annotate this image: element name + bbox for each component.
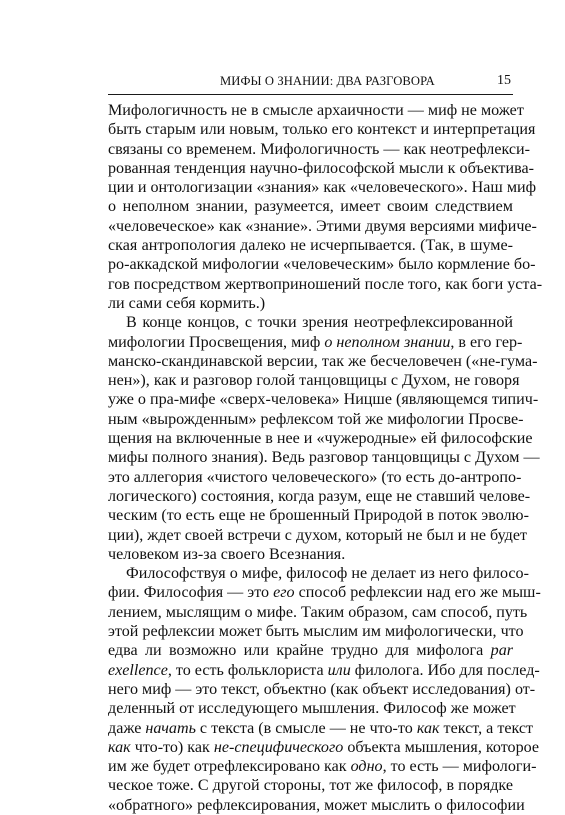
- text-run: ро-аккадской мифологии «человеческим» было кормление бо-: [108, 256, 536, 274]
- italic-text: как: [108, 738, 131, 756]
- text-line: [108, 526, 528, 545]
- text-line: [108, 641, 513, 660]
- italic-text: не-специфического: [213, 738, 344, 756]
- text-line: [108, 719, 534, 738]
- text-line: [108, 796, 525, 815]
- paragraph: [108, 101, 543, 313]
- italic-text: или: [327, 661, 351, 679]
- text-line: [108, 101, 524, 120]
- text-run: человеком из-за своего Всезнания.: [108, 545, 346, 563]
- text-line: [108, 313, 513, 332]
- text-run: ции и онтологизации «знания» как «человеческого». Наш миф: [108, 179, 537, 197]
- text-run: , то есть фольклориста: [167, 661, 328, 679]
- text-line: [108, 583, 541, 602]
- text-run: связаны со временем. Мифологичность — как неотрефлекси-: [108, 140, 530, 158]
- text-line: [108, 699, 516, 718]
- italic-text: как: [416, 719, 440, 737]
- text-line: [108, 120, 536, 139]
- text-run: деленный от исследующего мышления. Философ же может: [108, 700, 516, 718]
- text-run: , в его гер-: [450, 333, 523, 351]
- text-run: логического) состояния, когда разум, еще не ставший челове-: [108, 487, 531, 505]
- text-run: текст, а текст: [439, 719, 534, 737]
- text-line: [108, 352, 538, 371]
- italic-text: о неполном знании: [324, 333, 451, 351]
- page-number: 15: [497, 73, 511, 88]
- text-line: [108, 487, 531, 506]
- text-run: способ рефлексии над его же мыш-: [294, 584, 541, 602]
- text-line: [108, 140, 530, 159]
- text-run: едва ли возможно или крайне трудно для мифолога: [108, 642, 491, 660]
- text-line: [108, 178, 537, 197]
- text-run: им же будет отрефлексировано как: [108, 758, 351, 776]
- text-run: с текста (в смысле — не что-то: [195, 719, 417, 737]
- text-line: [108, 371, 520, 390]
- running-head: [108, 74, 513, 96]
- text-line: [108, 622, 524, 641]
- text-line: [108, 661, 540, 680]
- text-run: ская антропология далеко не исчерпывается. (Так, в шуме-: [108, 237, 513, 255]
- text-run: мифологии Просвещения, миф: [108, 333, 325, 351]
- body-text: [108, 101, 543, 815]
- text-run: филолога. Ибо для послед-: [350, 661, 540, 679]
- text-line: [108, 197, 513, 216]
- text-run: уже о пра-мифе «сверх-человека» Ницше (являющемся типич-: [108, 391, 539, 409]
- text-run: ции), ждет своей встречи с духом, который не был и не будет: [108, 526, 528, 544]
- text-line: [108, 545, 513, 564]
- text-line: [108, 776, 513, 795]
- text-run: него миф — это текст, объектно (как объект исследования) от-: [108, 680, 536, 698]
- text-run: , то есть — мифологи-: [382, 758, 537, 776]
- text-run: «человеческое» как «знание». Этими двумя версиями мифиче-: [108, 217, 537, 235]
- text-run: мифы полного знания). Ведь разговор танцовщицы с Духом —: [108, 449, 540, 467]
- text-run: фии. Философия — это: [108, 584, 274, 602]
- running-title: МИФЫ О ЗНАНИИ: ДВА РАЗГОВОРА: [220, 74, 435, 88]
- text-run: что-то) как: [130, 738, 214, 756]
- text-run: быть старым или новым, только его контекст и интерпретация: [108, 121, 536, 139]
- paragraph: [108, 564, 541, 815]
- text-run: манско-скандинавской версии, так же бесчеловечен («не-гума-: [108, 352, 538, 370]
- text-line: [108, 738, 539, 757]
- text-run: щения на включенные в нее и «чужеродные» ей философские: [108, 430, 533, 448]
- text-run: о неполном знании, разумеется, имеет своим следствием: [108, 198, 513, 216]
- text-line: [108, 506, 529, 525]
- italic-text: его: [273, 584, 295, 602]
- italic-text: par: [490, 642, 513, 660]
- text-run: объекта мышления, которое: [343, 738, 539, 756]
- text-line: [108, 410, 524, 429]
- italic-text: начать: [145, 719, 196, 737]
- text-run: нен»), как и разговор голой танцовщицы с Духом, не говоря: [108, 372, 520, 390]
- text-run: гов посредством жертвоприношений после того, как боги уста-: [108, 275, 543, 293]
- text-line: [108, 294, 513, 313]
- text-line: [108, 448, 540, 467]
- text-line: [108, 333, 523, 352]
- text-run: рованная тенденция научно-философской мысли к объектива-: [108, 159, 534, 177]
- text-run: это аллегория «чистого человеческого» (то есть до-антропо-: [108, 468, 522, 486]
- text-line: [108, 603, 528, 622]
- header-rule: [108, 94, 513, 95]
- text-line: [108, 255, 536, 274]
- text-line: [108, 757, 537, 776]
- text-run: лением, мыслящим о мифе. Таким образом, сам способ, путь: [108, 603, 528, 621]
- italic-text: exellence: [108, 661, 168, 679]
- text-run: Мифологичность не в смысле архаичности — миф не может: [108, 102, 524, 119]
- paragraph: [108, 313, 540, 564]
- italic-text: одно: [350, 758, 383, 776]
- text-line: [108, 236, 513, 255]
- text-line: [108, 217, 537, 236]
- text-line: [108, 275, 543, 294]
- text-run: ческим (то есть еще не брошенный Природой в поток эволю-: [108, 507, 529, 525]
- text-line: [108, 429, 533, 448]
- text-line: [108, 564, 529, 583]
- text-line: [108, 468, 522, 487]
- text-line: [108, 390, 539, 409]
- text-run: В конце концов, с точки зрения неотрефлексированной: [126, 314, 513, 332]
- text-run: даже: [108, 719, 146, 737]
- text-line: [108, 680, 536, 699]
- text-run: ным «вырожденным» рефлексом той же мифологии Просве-: [108, 410, 524, 428]
- text-run: Философствуя о мифе, философ не делает из него филосо-: [126, 565, 529, 583]
- text-run: ческое тоже. С другой стороны, тот же философ, в порядке: [108, 777, 513, 795]
- text-line: [108, 159, 534, 178]
- text-run: «обратного» рефлексирования, может мыслить о философии: [108, 796, 525, 814]
- text-run: этой рефлексии может быть мыслим им мифологически, что: [108, 623, 524, 641]
- text-run: ли сами себя кормить.): [108, 294, 266, 312]
